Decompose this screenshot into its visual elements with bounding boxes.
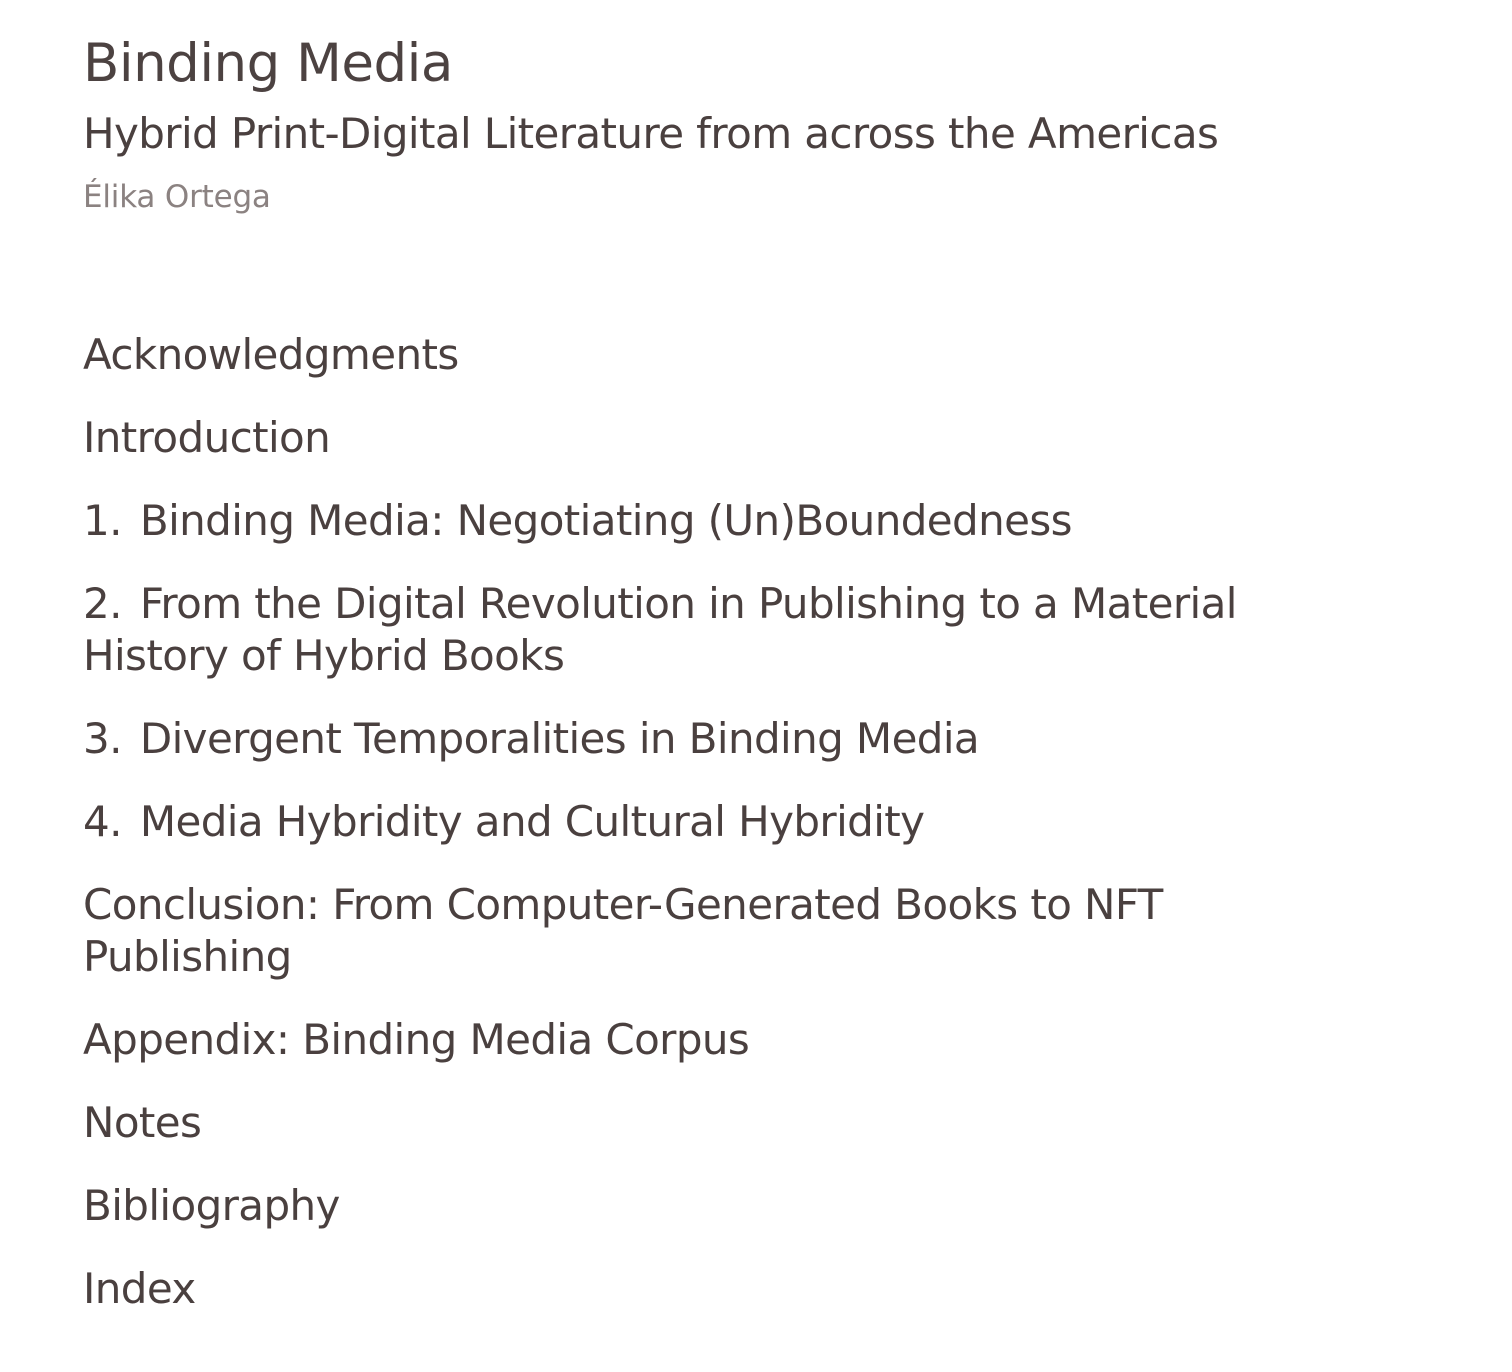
toc-item-bibliography[interactable] xyxy=(83,1180,1363,1232)
toc-item-notes[interactable] xyxy=(83,1097,1363,1149)
toc-item-number: 4. xyxy=(83,797,122,846)
book-subtitle: Hybrid Print-Digital Literature from across the Americas xyxy=(83,109,1219,158)
toc-item-label: Bibliography xyxy=(83,1181,340,1230)
toc-item-number: 2. xyxy=(83,579,122,628)
toc-item-label: Appendix: Binding Media Corpus xyxy=(83,1015,750,1064)
toc-item-label: Media Hybridity and Cultural Hybridity xyxy=(139,797,925,846)
book-author: Élika Ortega xyxy=(83,179,271,215)
toc-item-index[interactable] xyxy=(83,1263,1363,1315)
toc-item-label: From the Digital Revolution in Publishing to a Material History of Hybrid Books xyxy=(83,579,1237,680)
toc-item-label: Conclusion: From Computer-Generated Books to NFT Publishing xyxy=(83,880,1163,981)
table-of-contents xyxy=(83,329,1363,1315)
toc-item-label: Acknowledgments xyxy=(83,330,459,379)
toc-item-label: Notes xyxy=(83,1098,202,1147)
book-title: Binding Media xyxy=(83,33,453,94)
toc-item-chapter-3[interactable] xyxy=(83,713,1363,765)
book-header xyxy=(83,26,1443,220)
toc-item-number: 3. xyxy=(83,714,122,763)
toc-item-chapter-1[interactable] xyxy=(83,495,1363,547)
toc-item-label: Binding Media: Negotiating (Un)Boundedness xyxy=(139,496,1072,545)
toc-item-conclusion[interactable] xyxy=(83,879,1363,983)
toc-item-number: 1. xyxy=(83,496,122,545)
toc-item-label: Index xyxy=(83,1264,196,1313)
toc-item-label: Introduction xyxy=(83,413,331,462)
toc-item-appendix[interactable] xyxy=(83,1014,1363,1066)
toc-item-chapter-2[interactable] xyxy=(83,578,1363,682)
toc-item-acknowledgments[interactable] xyxy=(83,329,1363,381)
toc-item-label: Divergent Temporalities in Binding Media xyxy=(139,714,980,763)
toc-item-introduction[interactable] xyxy=(83,412,1363,464)
toc-item-chapter-4[interactable] xyxy=(83,796,1363,848)
